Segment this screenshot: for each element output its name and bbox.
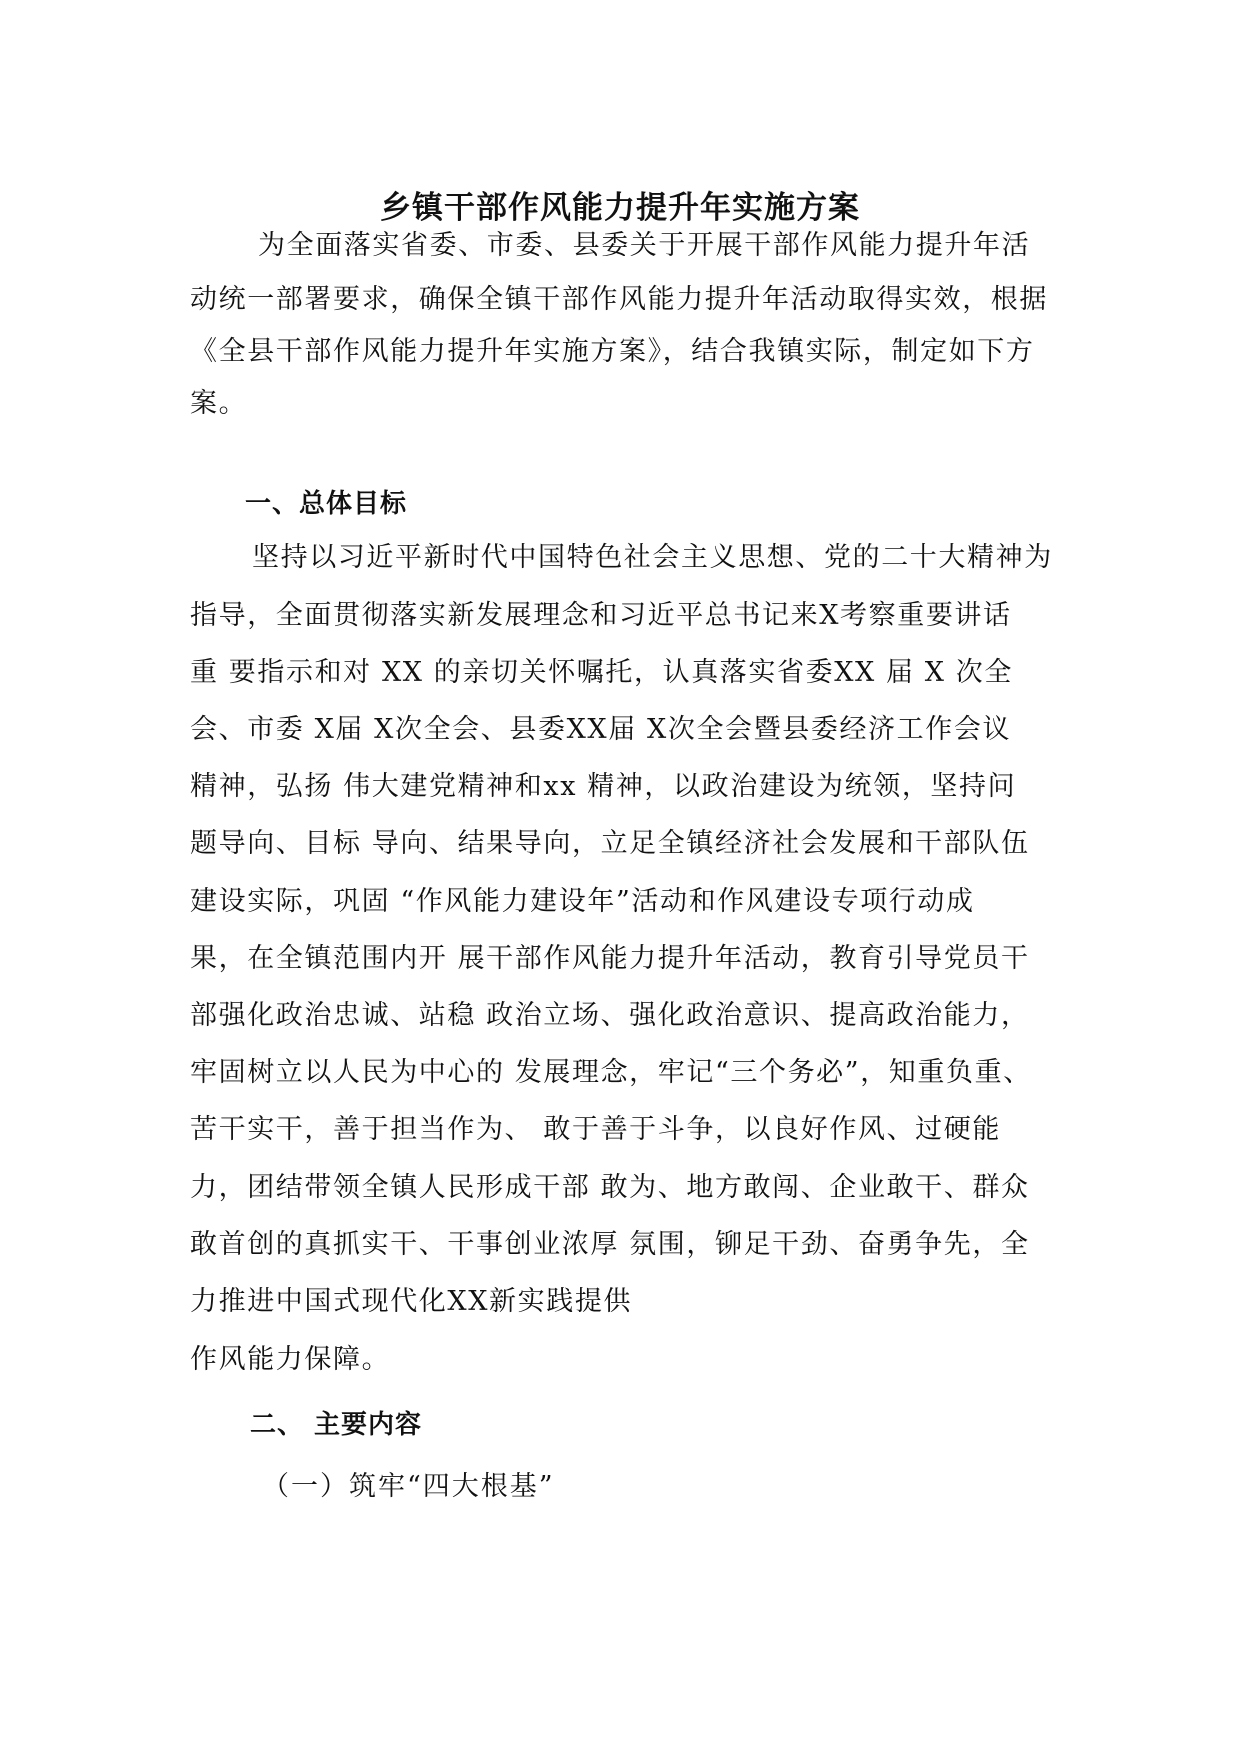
section-1-line-15: 作风能力保障。	[190, 1344, 391, 1375]
section-1-line-11: 苦干实干，善于担当作为、 敢于善于斗争，以良好作风、过硬能	[190, 1114, 1001, 1145]
section-1-line-5: 精神，弘扬 伟大建党精神和xx 精神，以政治建设为统领，坚持问	[190, 771, 1017, 802]
section-1-heading: 一、总体目标	[245, 489, 408, 519]
section-1-line-9: 部强化政治忠诚、站稳 政治立场、强化政治意识、提高政治能力，	[190, 1000, 1030, 1031]
section-1-line-3: 重 要指示和对 XX 的亲切关怀嘱托，认真落实省委XX 届 X 次全	[190, 657, 1014, 688]
section-1-line-12: 力，团结带领全镇人民形成干部 敢为、地方敢闯、企业敢干、群众	[190, 1172, 1030, 1203]
intro-line-1: 为全面落实省委、市委、县委关于开展干部作风能力提升年活	[258, 230, 1031, 261]
section-1-line-13: 敢首创的真抓实干、干事创业浓厚 氛围，铆足干劲、奋勇争先，全	[190, 1229, 1030, 1260]
section-1-line-7: 建设实际，巩固 “作风能力建设年”活动和作风建设专项行动成	[190, 886, 975, 917]
document-title: 乡镇干部作风能力提升年实施方案	[380, 190, 860, 226]
section-1-line-6: 题导向、目标 导向、结果导向，立足全镇经济社会发展和干部队伍	[190, 828, 1030, 859]
section-1-line-14: 力推进中国式现代化XX新实践提供	[190, 1286, 633, 1317]
section-1-line-10: 牢固树立以人民为中心的 发展理念，牢记“三个务必”，知重负重、	[190, 1057, 1032, 1088]
section-2-subheading-1: （一）筑牢“四大根基”	[262, 1471, 555, 1502]
section-1-line-4: 会、市委 X届 X次全会、县委XX届 X次全会暨县委经济工作会议	[190, 714, 1012, 745]
section-1-line-1: 坚持以习近平新时代中国特色社会主义思想、党的二十大精神为	[252, 542, 1053, 573]
intro-line-2: 动统一部署要求，确保全镇干部作风能力提升年活动取得实效，根据	[190, 284, 1048, 315]
intro-line-3: 《全县干部作风能力提升年实施方案》，结合我镇实际，制定如下方	[190, 336, 1035, 367]
intro-line-4: 案。	[190, 388, 248, 419]
section-1-line-2: 指导，全面贯彻落实新发展理念和习近平总书记来X考察重要讲话	[190, 600, 1012, 631]
section-2-heading: 二、 主要内容	[250, 1410, 423, 1440]
section-1-line-8: 果，在全镇范围内开 展干部作风能力提升年活动，教育引导党员干	[190, 943, 1030, 974]
